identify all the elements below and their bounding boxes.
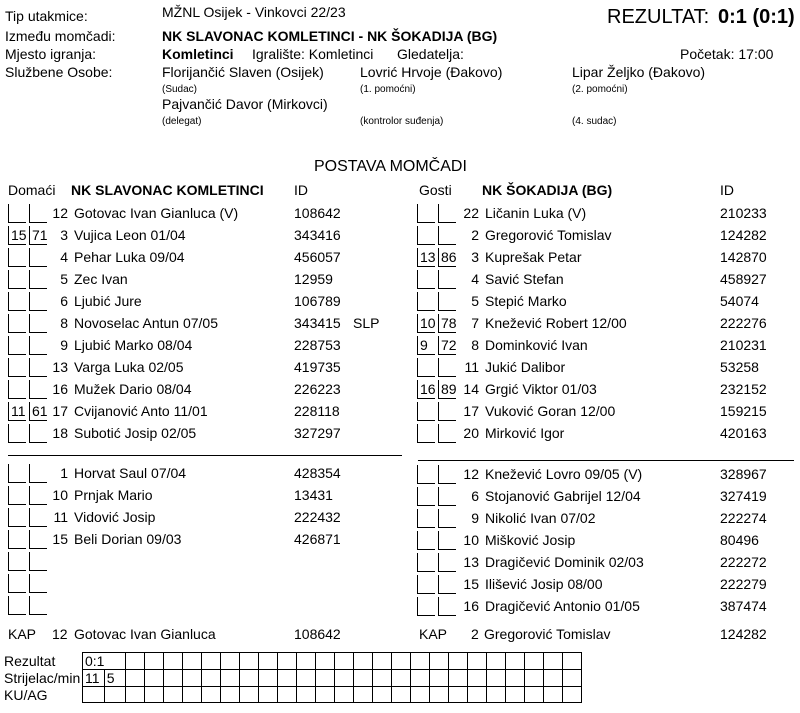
- strijelac-cell: [544, 670, 563, 687]
- row-box-min: [8, 552, 26, 571]
- home-divider: [8, 455, 402, 456]
- player-number: 5: [60, 271, 68, 287]
- rezultat-value: 0:1 (0:1): [718, 6, 795, 28]
- player-name: Savić Stefan: [485, 271, 564, 287]
- kuag-cell: [544, 687, 563, 703]
- rezultat-cell: [316, 653, 335, 670]
- row-box-sub: [438, 358, 456, 377]
- kuag-cell: [468, 687, 487, 703]
- strijelac-cell: [126, 670, 145, 687]
- row-box-min: [417, 424, 435, 443]
- strijelac-row: [4, 670, 582, 687]
- player-id: 12959: [294, 271, 333, 287]
- kuag-cell: [145, 687, 164, 703]
- player-id: 13431: [294, 487, 333, 503]
- kuag-cell: [335, 687, 354, 703]
- home-side-label: Domaći: [8, 182, 56, 198]
- strijelac-cell: [278, 670, 297, 687]
- kuag-cell: [278, 687, 297, 703]
- player-id: 228118: [294, 403, 340, 419]
- row-box-min: [417, 531, 435, 550]
- player-id: 428354: [294, 465, 341, 481]
- row-box-sub: [29, 424, 47, 443]
- strijelac-cell: [563, 670, 582, 687]
- player-number: 8: [60, 315, 68, 331]
- kuag-cell: [202, 687, 221, 703]
- row-box-min: 10: [417, 314, 435, 333]
- rezultat-cell: [525, 653, 544, 670]
- player-id: 222274: [720, 510, 767, 526]
- player-number: 17: [463, 403, 479, 419]
- player-number: 3: [60, 227, 68, 243]
- kuag-cell: [221, 687, 240, 703]
- row-box-sub: [29, 596, 47, 615]
- sluzbene-label: Službene Osobe:: [5, 64, 113, 80]
- row-box-sub: [29, 314, 47, 333]
- row-box-sub: 89: [438, 380, 456, 399]
- row-box-sub: [438, 531, 456, 550]
- strijelac-cell: [430, 670, 449, 687]
- rezultat-cell: [468, 653, 487, 670]
- player-name: Dragičević Antonio 01/05: [485, 598, 640, 614]
- row-box-min: [417, 465, 435, 484]
- row-box-min: [417, 358, 435, 377]
- kuag-cell: [373, 687, 392, 703]
- home-id-label: ID: [294, 182, 308, 198]
- player-id: 343416: [294, 227, 341, 243]
- row-box-min: 9: [417, 336, 435, 355]
- home-kap-label: KAP: [8, 626, 37, 642]
- kuag-row: [4, 687, 582, 703]
- player-number: 6: [60, 293, 68, 309]
- player-number: 15: [52, 531, 68, 547]
- player-name: Mišković Josip: [485, 532, 576, 548]
- player-number: 1: [60, 465, 68, 481]
- player-name: Beli Dorian 09/03: [74, 531, 182, 547]
- player-name: Zec Ivan: [74, 271, 128, 287]
- strijelac-label: Strijelac/min: [4, 670, 81, 686]
- player-id: 387474: [720, 598, 767, 614]
- row-box-sub: [29, 508, 47, 527]
- rezultat-cell: [563, 653, 582, 670]
- row-box-min: [417, 597, 435, 616]
- official-role: (2. pomoćni): [572, 84, 628, 95]
- player-name: Vujica Leon 01/04: [74, 227, 186, 243]
- kuag-cell: [506, 687, 525, 703]
- izmedu-label: Između momčadi:: [5, 28, 116, 44]
- kuag-cell: [164, 687, 183, 703]
- gledatelja: Gledatelja:: [397, 46, 464, 62]
- kuag-cell: [104, 687, 125, 703]
- row-box-sub: [29, 336, 47, 355]
- player-id: 142870: [720, 249, 767, 265]
- kuag-cell: [259, 687, 278, 703]
- rezultat-cell: [544, 653, 563, 670]
- player-id: 54074: [720, 293, 759, 309]
- row-box-sub: [438, 204, 456, 223]
- home-kap-id: 108642: [294, 626, 341, 642]
- mjesto-value: Komletinci: [162, 46, 234, 62]
- row-box-sub: [29, 574, 47, 593]
- rezultat-cell: [183, 653, 202, 670]
- row-box-sub: [438, 270, 456, 289]
- player-name: Ljubić Marko 08/04: [74, 337, 193, 353]
- home-kap-name: Gotovac Ivan Gianluca: [74, 626, 216, 642]
- away-id-label: ID: [720, 182, 734, 198]
- row-box-min: [417, 402, 435, 421]
- row-box-sub: [438, 402, 456, 421]
- strijelac-cell: [164, 670, 183, 687]
- row-box-sub: 71: [29, 226, 47, 245]
- player-name: Jukić Dalibor: [485, 359, 566, 375]
- row-box-min: [8, 596, 26, 615]
- player-name: Varga Luka 02/05: [74, 359, 184, 375]
- strijelac-cell: [411, 670, 430, 687]
- rezultat-cell: [392, 653, 411, 670]
- rezultat-cell: [202, 653, 221, 670]
- player-id: 106789: [294, 293, 341, 309]
- player-id: 226223: [294, 381, 341, 397]
- rezultat-cell: [297, 653, 316, 670]
- mjesto-label: Mjesto igranja:: [5, 46, 97, 62]
- result-table: [4, 652, 582, 703]
- row-box-min: [8, 270, 26, 289]
- strijelac-cell: [487, 670, 506, 687]
- player-number: 9: [471, 510, 479, 526]
- player-name: Grgić Viktor 01/03: [485, 381, 597, 397]
- rezultat-label: REZULTAT:: [607, 6, 710, 28]
- row-box-min: [417, 575, 435, 594]
- player-name: Horvat Saul 07/04: [74, 465, 187, 481]
- player-name: Ljubić Jure: [74, 293, 142, 309]
- player-number: 20: [463, 425, 479, 441]
- strijelac-cell: 5: [104, 670, 125, 687]
- player-name: Mirković Igor: [485, 425, 565, 441]
- match-teams: NK SLAVONAC KOMLETINCI - NK ŠOKADIJA (BG): [162, 28, 498, 44]
- row-box-sub: 86: [438, 248, 456, 267]
- player-id: 108642: [294, 205, 341, 221]
- player-name: Ličanin Luka (V): [485, 205, 587, 221]
- rezultat-cell: [278, 653, 297, 670]
- player-id: 343415: [294, 315, 341, 331]
- strijelac-cell: [297, 670, 316, 687]
- player-id: 419735: [294, 359, 341, 375]
- row-box-min: [8, 530, 26, 549]
- rezultat-cell: [145, 653, 164, 670]
- player-number: 15: [463, 576, 479, 592]
- player-note: SLP: [353, 315, 380, 331]
- kuag-cell: [240, 687, 259, 703]
- strijelac-cell: [468, 670, 487, 687]
- kuag-cell: [563, 687, 582, 703]
- rezultat-cell: [126, 653, 145, 670]
- row-box-min: [417, 226, 435, 245]
- row-box-min: [8, 292, 26, 311]
- player-number: 5: [471, 293, 479, 309]
- row-box-min: [8, 314, 26, 333]
- row-box-sub: [29, 486, 47, 505]
- row-box-sub: [438, 424, 456, 443]
- row-box-sub: [438, 487, 456, 506]
- player-name: Knežević Robert 12/00: [485, 315, 627, 331]
- player-id: 426871: [294, 531, 341, 547]
- official-role: (1. pomoćni): [360, 84, 416, 95]
- rezultat-cell: [373, 653, 392, 670]
- rezultat-cell: [449, 653, 468, 670]
- player-name: Pehar Luka 09/04: [74, 249, 185, 265]
- player-name: Vidović Josip: [74, 509, 156, 525]
- player-name: Dominković Ivan: [485, 337, 588, 353]
- strijelac-cell: [506, 670, 525, 687]
- player-id: 458927: [720, 271, 767, 287]
- player-id: 210233: [720, 205, 767, 221]
- official-name: Florijančić Slaven (Osijek): [162, 64, 324, 80]
- player-id: 222272: [720, 554, 767, 570]
- kuag-cell: [354, 687, 373, 703]
- player-number: 10: [463, 532, 479, 548]
- row-box-sub: [438, 226, 456, 245]
- home-kap-num: 12: [52, 626, 68, 642]
- row-box-sub: 72: [438, 336, 456, 355]
- player-number: 17: [52, 403, 68, 419]
- player-id: 327297: [294, 425, 341, 441]
- kuag-cell: [126, 687, 145, 703]
- igraliste: Igralište: Komletinci: [252, 46, 374, 62]
- rezultat-label: Rezultat: [4, 653, 56, 669]
- row-box-min: [417, 553, 435, 572]
- player-name: Gregorović Tomislav: [485, 227, 612, 243]
- player-name: Ilišević Josip 08/00: [485, 576, 603, 592]
- player-number: 4: [471, 271, 479, 287]
- strijelac-cell: [373, 670, 392, 687]
- row-box-min: 16: [417, 380, 435, 399]
- kuag-cell: [316, 687, 335, 703]
- strijelac-cell: [449, 670, 468, 687]
- player-number: 8: [471, 337, 479, 353]
- row-box-sub: [438, 465, 456, 484]
- player-name: Stojanović Gabrijel 12/04: [485, 488, 641, 504]
- player-name: Subotić Josip 02/05: [74, 425, 197, 441]
- row-box-min: [417, 509, 435, 528]
- player-name: Dragičević Dominik 02/03: [485, 554, 644, 570]
- row-box-min: [8, 464, 26, 483]
- row-box-sub: [29, 464, 47, 483]
- rezultat-cell: [164, 653, 183, 670]
- player-name: Novoselac Antun 07/05: [74, 315, 218, 331]
- player-number: 2: [471, 227, 479, 243]
- kuag-cell: [525, 687, 544, 703]
- player-number: 11: [464, 359, 479, 375]
- row-box-min: [8, 204, 26, 223]
- player-number: 10: [52, 487, 68, 503]
- rezultat-cell: [487, 653, 506, 670]
- player-id: 222279: [720, 576, 767, 592]
- strijelac-cell: [259, 670, 278, 687]
- player-name: Gotovac Ivan Gianluca (V): [74, 205, 239, 221]
- player-id: 210231: [720, 337, 767, 353]
- row-box-sub: [29, 204, 47, 223]
- player-id: 124282: [720, 227, 767, 243]
- kuag-cell: [487, 687, 506, 703]
- away-kap-name: Gregorović Tomislav: [484, 626, 611, 642]
- away-kap-num: 2: [471, 626, 479, 642]
- player-number: 12: [463, 466, 479, 482]
- official-role: (4. sudac): [572, 116, 617, 127]
- away-kap-label: KAP: [419, 626, 448, 642]
- strijelac-cell: 11: [83, 670, 105, 687]
- strijelac-cell: [525, 670, 544, 687]
- player-number: 12: [52, 205, 68, 221]
- away-kap-id: 124282: [720, 626, 767, 642]
- player-number: 13: [463, 554, 479, 570]
- row-box-sub: [29, 380, 47, 399]
- rezultat-cell: [411, 653, 430, 670]
- player-name: Knežević Lovro 09/05 (V): [485, 466, 643, 482]
- row-box-sub: [29, 552, 47, 571]
- player-number: 18: [52, 425, 68, 441]
- player-number: 16: [52, 381, 68, 397]
- rezultat-cell: [430, 653, 449, 670]
- section-title: POSTAVA MOMČADI: [314, 158, 467, 175]
- kuag-cell: [297, 687, 316, 703]
- player-name: Cvijanović Anto 11/01: [74, 403, 208, 419]
- official-name: Lipar Željko (Đakovo): [572, 64, 706, 80]
- player-name: Kuprešak Petar: [485, 249, 582, 265]
- player-id: 232152: [720, 381, 767, 397]
- row-box-min: 11: [8, 402, 26, 421]
- pocetak: Početak: 17:00: [680, 46, 774, 62]
- player-name: Prnjak Mario: [74, 487, 153, 503]
- row-box-sub: [438, 575, 456, 594]
- player-number: 6: [471, 488, 479, 504]
- kuag-cell: [183, 687, 202, 703]
- rezultat-cell: 0:1: [83, 653, 126, 670]
- row-box-sub: [29, 248, 47, 267]
- row-box-min: [417, 487, 435, 506]
- player-number: 4: [60, 249, 68, 265]
- official-role: (delegat): [162, 116, 202, 127]
- strijelac-cell: [316, 670, 335, 687]
- rezultat-cell: [506, 653, 525, 670]
- row-box-min: 15: [8, 226, 26, 245]
- kuag-label: KU/AG: [4, 686, 48, 703]
- player-id: 327419: [720, 488, 767, 504]
- player-number: 3: [471, 249, 479, 265]
- official-name: Lovrić Hrvoje (Đakovo): [360, 64, 503, 80]
- row-box-min: [417, 292, 435, 311]
- row-box-min: [8, 336, 26, 355]
- strijelac-cell: [335, 670, 354, 687]
- player-id: 159215: [720, 403, 767, 419]
- row-box-min: [8, 508, 26, 527]
- player-number: 13: [52, 359, 68, 375]
- rezultat-cell: [259, 653, 278, 670]
- row-box-min: [417, 204, 435, 223]
- player-id: 420163: [720, 425, 767, 441]
- away-divider: [418, 460, 794, 461]
- row-box-sub: [438, 509, 456, 528]
- player-number: 22: [463, 205, 479, 221]
- away-team-name: NK ŠOKADIJA (BG): [482, 182, 613, 198]
- player-id: 328967: [720, 466, 767, 482]
- row-box-sub: 61: [29, 402, 47, 421]
- row-box-sub: [29, 530, 47, 549]
- player-name: Stepić Marko: [485, 293, 567, 309]
- tip-value: MŽNL Osijek - Vinkovci 22/23: [162, 4, 346, 20]
- rezultat-cell: [335, 653, 354, 670]
- rezultat-cell: [240, 653, 259, 670]
- player-id: 80496: [720, 532, 759, 548]
- row-box-min: [8, 248, 26, 267]
- row-box-min: [8, 424, 26, 443]
- kuag-cell: [411, 687, 430, 703]
- official-role: (Sudac): [162, 84, 198, 95]
- row-box-sub: [29, 270, 47, 289]
- rezultat-row: [4, 653, 582, 670]
- tip-label: Tip utakmice:: [5, 8, 88, 24]
- row-box-sub: [438, 553, 456, 572]
- strijelac-cell: [183, 670, 202, 687]
- row-box-min: [8, 380, 26, 399]
- player-name: Vuković Goran 12/00: [485, 403, 616, 419]
- player-id: 456057: [294, 249, 341, 265]
- away-side-label: Gosti: [419, 182, 452, 198]
- player-number: 16: [463, 598, 479, 614]
- kuag-cell: [449, 687, 468, 703]
- rezultat-cell: [221, 653, 240, 670]
- row-box-sub: [29, 358, 47, 377]
- kuag-cell: [392, 687, 411, 703]
- row-box-sub: [438, 292, 456, 311]
- strijelac-cell: [202, 670, 221, 687]
- home-team-name: NK SLAVONAC KOMLETINCI: [71, 182, 264, 198]
- player-name: Mužek Dario 08/04: [74, 381, 192, 397]
- rezultat-cell: [354, 653, 373, 670]
- official-name: Pajvančić Davor (Mirkovci): [162, 96, 328, 112]
- row-box-min: 13: [417, 248, 435, 267]
- player-number: 14: [463, 381, 479, 397]
- player-number: 9: [60, 337, 68, 353]
- player-name: Nikolić Ivan 07/02: [485, 510, 596, 526]
- row-box-min: [8, 574, 26, 593]
- kuag-cell: [83, 687, 105, 703]
- strijelac-cell: [354, 670, 373, 687]
- row-box-sub: 78: [438, 314, 456, 333]
- player-number: 7: [471, 315, 479, 331]
- row-box-min: [417, 270, 435, 289]
- kuag-cell: [430, 687, 449, 703]
- player-id: 228753: [294, 337, 341, 353]
- player-id: 53258: [720, 359, 759, 375]
- row-box-min: [8, 358, 26, 377]
- strijelac-cell: [221, 670, 240, 687]
- strijelac-cell: [240, 670, 259, 687]
- strijelac-cell: [145, 670, 164, 687]
- player-number: 11: [53, 509, 68, 525]
- row-box-sub: [29, 292, 47, 311]
- strijelac-cell: [392, 670, 411, 687]
- row-box-min: [8, 486, 26, 505]
- player-id: 222276: [720, 315, 767, 331]
- official-role: (kontrolor suđenja): [360, 116, 444, 127]
- player-id: 222432: [294, 509, 341, 525]
- row-box-sub: [438, 597, 456, 616]
